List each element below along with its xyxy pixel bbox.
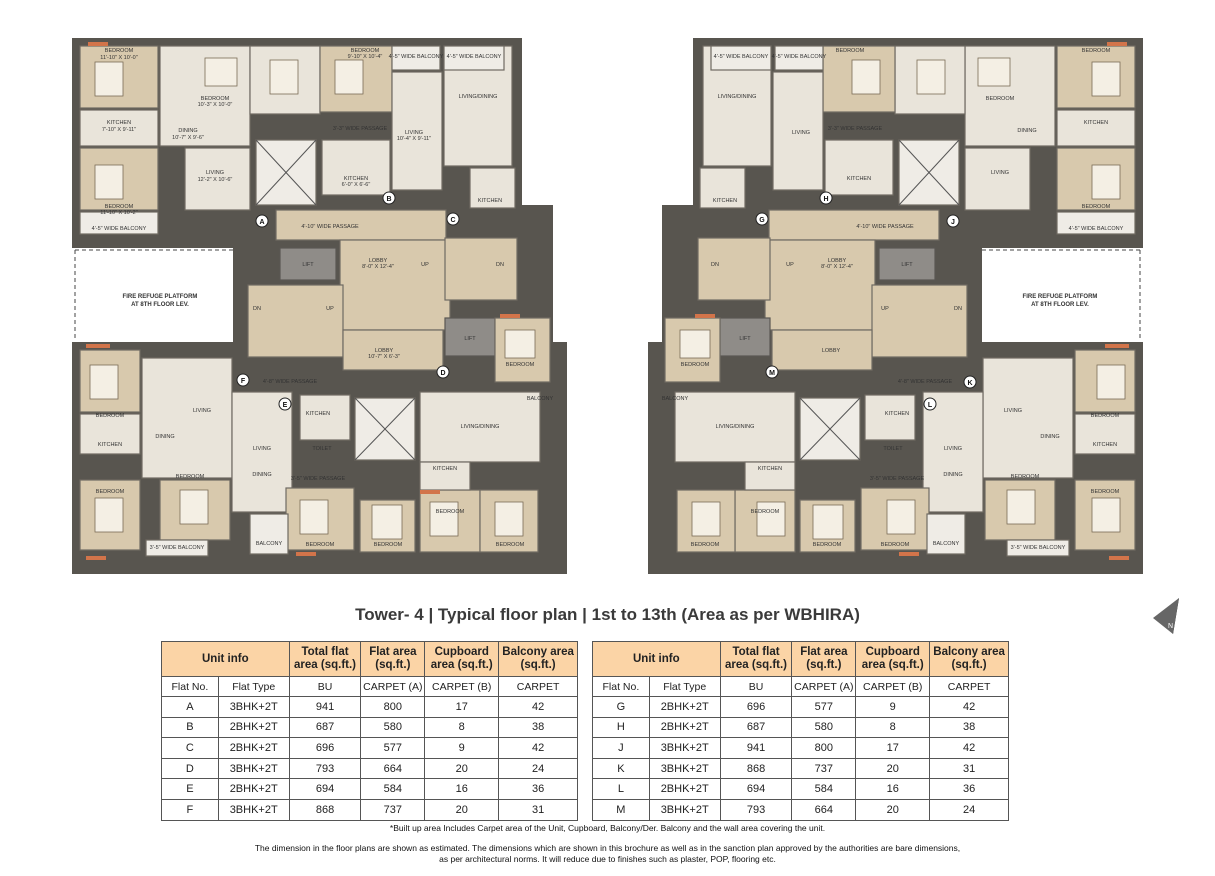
svg-text:7'-10" X 9'-11": 7'-10" X 9'-11" (101, 127, 137, 133)
svg-text:10'-3" X 10'-0": 10'-3" X 10'-0" (197, 102, 233, 108)
svg-text:4'-5" WIDE BALCONY: 4'-5" WIDE BALCONY (713, 54, 769, 60)
header-balcony-area: Balcony area (sq.ft.) (930, 642, 1009, 677)
svg-text:UP: UP (326, 306, 334, 312)
svg-text:6'-0" X 6'-6": 6'-0" X 6'-6" (341, 182, 371, 188)
plan-title: Tower- 4 | Typical floor plan | 1st to 13th (Area as per WBHIRA) (355, 605, 860, 624)
svg-text:BALCONY: BALCONY (932, 541, 960, 547)
flat-marker-e (279, 398, 291, 410)
svg-text:4'-5" WIDE BALCONY: 4'-5" WIDE BALCONY (91, 226, 147, 232)
flat-marker-j (947, 215, 959, 227)
svg-text:8'-0" X 12'-4": 8'-0" X 12'-4" (821, 264, 853, 270)
svg-text:DINING: DINING (252, 472, 272, 478)
table-row: B 2BHK+2T 687 580 8 38 (162, 717, 578, 738)
svg-text:BEDROOM: BEDROOM (1090, 413, 1120, 419)
svg-text:LIVING: LIVING (943, 446, 963, 452)
svg-text:UP: UP (881, 306, 889, 312)
svg-text:4'-5" WIDE BALCONY: 4'-5" WIDE BALCONY (446, 54, 502, 60)
svg-text:LIVING: LIVING (1003, 408, 1023, 414)
room-living-f (142, 358, 232, 478)
svg-text:3'-3" WIDE PASSAGE: 3'-3" WIDE PASSAGE (332, 126, 388, 132)
subheader-flat-type: Flat Type (649, 677, 720, 697)
svg-text:BALCONY: BALCONY (255, 541, 283, 547)
svg-text:LOBBY: LOBBY (368, 258, 388, 264)
svg-text:BEDROOM: BEDROOM (95, 489, 125, 495)
svg-text:C: C (450, 217, 456, 224)
svg-text:KITCHEN: KITCHEN (343, 176, 369, 182)
flat-marker-k (964, 376, 976, 388)
subheader-carpet: CARPET (499, 677, 578, 697)
svg-text:KITCHEN: KITCHEN (846, 176, 872, 182)
svg-text:KITCHEN: KITCHEN (97, 442, 123, 448)
svg-text:BEDROOM: BEDROOM (373, 542, 403, 548)
svg-text:KITCHEN: KITCHEN (712, 198, 738, 204)
table-row: J 3BHK+2T 941 800 17 42 (593, 738, 1009, 759)
svg-text:4'-10" WIDE PASSAGE: 4'-10" WIDE PASSAGE (856, 224, 914, 230)
header-cupboard-area: Cupboard area (sq.ft.) (425, 642, 499, 677)
svg-text:3'-5" WIDE BALCONY: 3'-5" WIDE BALCONY (149, 545, 205, 551)
svg-text:BEDROOM: BEDROOM (95, 413, 125, 419)
header-unit-info: Unit info (162, 642, 290, 677)
svg-text:3'-5" WIDE PASSAGE: 3'-5" WIDE PASSAGE (290, 476, 346, 482)
svg-text:9'-10" X 10'-4": 9'-10" X 10'-4" (347, 54, 383, 60)
svg-text:E: E (282, 402, 288, 409)
footnote-dimensions-2: as per architectural norms. It will reduce due to finishes such as plaster, POP, flooring etc. (439, 854, 776, 864)
svg-text:DINING: DINING (1040, 434, 1060, 440)
flat-marker-b (383, 192, 395, 204)
svg-text:DINING: DINING (1017, 128, 1037, 134)
subheader-carpet: CARPET (930, 677, 1009, 697)
svg-text:10'-4" X 9'-11": 10'-4" X 9'-11" (396, 136, 432, 142)
subheader-flat-no: Flat No. (593, 677, 650, 697)
subheader-carpet-b: CARPET (B) (856, 677, 930, 697)
svg-text:KITCHEN: KITCHEN (106, 120, 132, 126)
svg-text:BEDROOM: BEDROOM (505, 362, 535, 368)
svg-text:LIVING: LIVING (192, 408, 212, 414)
fire-refuge-right-line2: AT 8TH FLOOR LEV. (1031, 302, 1089, 308)
table-row: G 2BHK+2T 696 577 9 42 (593, 697, 1009, 718)
table-row: E 2BHK+2T 694 584 16 36 (162, 779, 578, 800)
svg-text:KITCHEN: KITCHEN (757, 466, 783, 472)
svg-text:D: D (440, 370, 446, 377)
subheader-flat-type: Flat Type (218, 677, 289, 697)
svg-text:KITCHEN: KITCHEN (477, 198, 503, 204)
svg-text:4'-5" WIDE BALCONY: 4'-5" WIDE BALCONY (388, 54, 444, 60)
svg-text:3'-5" WIDE BALCONY: 3'-5" WIDE BALCONY (1010, 545, 1066, 551)
svg-text:BEDROOM: BEDROOM (985, 96, 1015, 102)
svg-text:4'-5" WIDE BALCONY: 4'-5" WIDE BALCONY (771, 54, 827, 60)
flat-marker-m (766, 366, 778, 378)
svg-text:LIFT: LIFT (739, 336, 751, 342)
footnote-built-up: *Built up area Includes Carpet area of the Unit, Cupboard, Balcony/Der. Balcony and the wall area covering the unit. (389, 823, 826, 833)
table-left-body (162, 697, 578, 821)
lobby-top-left (340, 240, 450, 330)
svg-text:DN: DN (954, 306, 962, 312)
svg-text:LIVING: LIVING (791, 130, 811, 136)
svg-text:DN: DN (711, 262, 719, 268)
svg-text:LOBBY: LOBBY (827, 258, 847, 264)
svg-text:12'-2" X 10'-6": 12'-2" X 10'-6" (197, 177, 233, 183)
svg-text:BEDROOM: BEDROOM (680, 362, 710, 368)
table-row: H 2BHK+2T 687 580 8 38 (593, 717, 1009, 738)
subheader-bu: BU (720, 677, 792, 697)
svg-text:4'-8" WIDE PASSAGE: 4'-8" WIDE PASSAGE (262, 379, 318, 385)
svg-text:LOBBY: LOBBY (821, 348, 841, 354)
svg-text:BEDROOM: BEDROOM (435, 509, 465, 515)
fire-refuge-right-line1: FIRE REFUGE PLATFORM (1022, 294, 1098, 300)
header-total-area: Total flat area (sq.ft.) (720, 642, 792, 677)
svg-text:DINING: DINING (178, 128, 198, 134)
svg-text:DINING: DINING (943, 472, 963, 478)
svg-text:KITCHEN: KITCHEN (305, 411, 331, 417)
svg-text:DN: DN (496, 262, 504, 268)
svg-text:LIFT: LIFT (302, 262, 314, 268)
svg-text:BEDROOM: BEDROOM (104, 204, 134, 210)
table-row: A 3BHK+2T 941 800 17 42 (162, 697, 578, 718)
room-kitchen-f (80, 414, 140, 454)
fire-refuge-right (975, 250, 1140, 340)
svg-text:LIVING/DINING: LIVING/DINING (715, 424, 755, 430)
svg-text:BEDROOM: BEDROOM (1081, 204, 1111, 210)
svg-text:H: H (823, 196, 829, 203)
svg-text:TOILET: TOILET (883, 446, 903, 452)
svg-text:4'-8" WIDE PASSAGE: 4'-8" WIDE PASSAGE (897, 379, 953, 385)
svg-text:LIVING: LIVING (990, 170, 1010, 176)
svg-text:BEDROOM: BEDROOM (1090, 489, 1120, 495)
room-kitchen-e (300, 395, 350, 440)
svg-text:KITCHEN: KITCHEN (432, 466, 458, 472)
svg-text:3'-3" WIDE PASSAGE: 3'-3" WIDE PASSAGE (827, 126, 883, 132)
fire-refuge-left-line2: AT 8TH FLOOR LEV. (131, 302, 189, 308)
svg-text:DN: DN (253, 306, 261, 312)
header-unit-info: Unit info (593, 642, 721, 677)
svg-text:BEDROOM: BEDROOM (495, 542, 525, 548)
svg-text:UP: UP (786, 262, 794, 268)
subheader-carpet-a: CARPET (A) (792, 677, 856, 697)
subheader-bu: BU (289, 677, 361, 697)
table-row: F 3BHK+2T 868 737 20 31 (162, 799, 578, 820)
subheader-carpet-a: CARPET (A) (361, 677, 425, 697)
svg-text:11'-10" X 10'-2": 11'-10" X 10'-2" (100, 210, 138, 216)
header-cupboard-area: Cupboard area (sq.ft.) (856, 642, 930, 677)
fire-refuge-left-line1: FIRE REFUGE PLATFORM (122, 294, 198, 300)
svg-text:TOILET: TOILET (312, 446, 332, 452)
flat-marker-g (756, 213, 768, 225)
svg-text:DINING: DINING (155, 434, 175, 440)
svg-text:G: G (759, 217, 765, 224)
svg-text:N: N (1168, 623, 1174, 630)
flat-marker-c (447, 213, 459, 225)
flat-marker-l (924, 398, 936, 410)
svg-text:LIVING: LIVING (205, 170, 225, 176)
svg-text:4'-5" WIDE BALCONY: 4'-5" WIDE BALCONY (1068, 226, 1124, 232)
footnote-dimensions-1: The dimension in the floor plans are shown as estimated. The dimensions which are shown in this brochure as well as in the sanction plan approved by the authorities are bare dimensions, (254, 843, 961, 853)
room-balcony-e (250, 514, 288, 554)
svg-text:LIVING/DINING: LIVING/DINING (460, 424, 500, 430)
svg-text:KITCHEN: KITCHEN (1083, 120, 1109, 126)
svg-text:KITCHEN: KITCHEN (1092, 442, 1118, 448)
svg-text:LIVING/DINING: LIVING/DINING (717, 94, 757, 100)
header-flat-area: Flat area (sq.ft.) (361, 642, 425, 677)
svg-text:10'-7" X 9'-6": 10'-7" X 9'-6" (172, 135, 204, 141)
svg-text:BEDROOM: BEDROOM (812, 542, 842, 548)
svg-text:BEDROOM: BEDROOM (350, 48, 380, 54)
svg-text:10'-7" X 6'-3": 10'-7" X 6'-3" (368, 354, 400, 360)
stair-mid-left (248, 285, 343, 357)
svg-text:BEDROOM: BEDROOM (305, 542, 335, 548)
stair-top-left (445, 238, 517, 300)
svg-text:LIFT: LIFT (464, 336, 476, 342)
header-total-area: Total flat area (sq.ft.) (289, 642, 361, 677)
lbl-bedroom-a1: BEDROOM (104, 48, 134, 54)
svg-text:BEDROOM: BEDROOM (690, 542, 720, 548)
svg-text:4'-10" WIDE PASSAGE: 4'-10" WIDE PASSAGE (301, 224, 359, 230)
table-right-body (593, 697, 1009, 821)
svg-text:LIVING/DINING: LIVING/DINING (458, 94, 498, 100)
svg-text:J: J (951, 219, 955, 226)
svg-text:KITCHEN: KITCHEN (884, 411, 910, 417)
table-row: K 3BHK+2T 868 737 20 31 (593, 758, 1009, 779)
svg-text:BEDROOM: BEDROOM (835, 48, 865, 54)
flat-marker-f (237, 374, 249, 386)
subheader-flat-no: Flat No. (162, 677, 219, 697)
svg-text:LOBBY: LOBBY (374, 348, 394, 354)
area-table-left (161, 641, 578, 821)
svg-text:BEDROOM: BEDROOM (200, 96, 230, 102)
table-row: L 2BHK+2T 694 584 16 36 (593, 779, 1009, 800)
table-row: M 3BHK+2T 793 664 20 24 (593, 799, 1009, 820)
table-row: C 2BHK+2T 696 577 9 42 (162, 738, 578, 759)
header-balcony-area: Balcony area (sq.ft.) (499, 642, 578, 677)
svg-text:BEDROOM: BEDROOM (880, 542, 910, 548)
svg-text:BEDROOM: BEDROOM (750, 509, 780, 515)
svg-text:3'-5" WIDE PASSAGE: 3'-5" WIDE PASSAGE (869, 476, 925, 482)
header-flat-area: Flat area (sq.ft.) (792, 642, 856, 677)
table-row: D 3BHK+2T 793 664 20 24 (162, 758, 578, 779)
fire-refuge-left (75, 250, 240, 340)
area-table-right (592, 641, 1009, 821)
svg-text:BEDROOM: BEDROOM (1010, 474, 1040, 480)
svg-text:BEDROOM: BEDROOM (175, 474, 205, 480)
svg-text:LIVING: LIVING (404, 130, 424, 136)
svg-text:A: A (259, 219, 265, 226)
svg-text:K: K (967, 380, 973, 387)
svg-text:11'-10" X 10'-0": 11'-10" X 10'-0" (100, 55, 138, 61)
svg-text:L: L (927, 402, 933, 409)
svg-text:LIVING: LIVING (252, 446, 272, 452)
flat-marker-d (437, 366, 449, 378)
flat-marker-h (820, 192, 832, 204)
svg-text:LIFT: LIFT (901, 262, 913, 268)
svg-text:BALCONY: BALCONY (661, 396, 689, 402)
svg-text:8'-0" X 12'-4": 8'-0" X 12'-4" (362, 264, 394, 270)
svg-text:M: M (769, 370, 775, 377)
svg-text:BALCONY: BALCONY (526, 396, 554, 402)
subheader-carpet-b: CARPET (B) (425, 677, 499, 697)
svg-text:UP: UP (421, 262, 429, 268)
svg-text:B: B (386, 196, 392, 203)
flat-marker-a (256, 215, 268, 227)
svg-text:F: F (240, 378, 246, 385)
svg-text:BEDROOM: BEDROOM (1081, 48, 1111, 54)
